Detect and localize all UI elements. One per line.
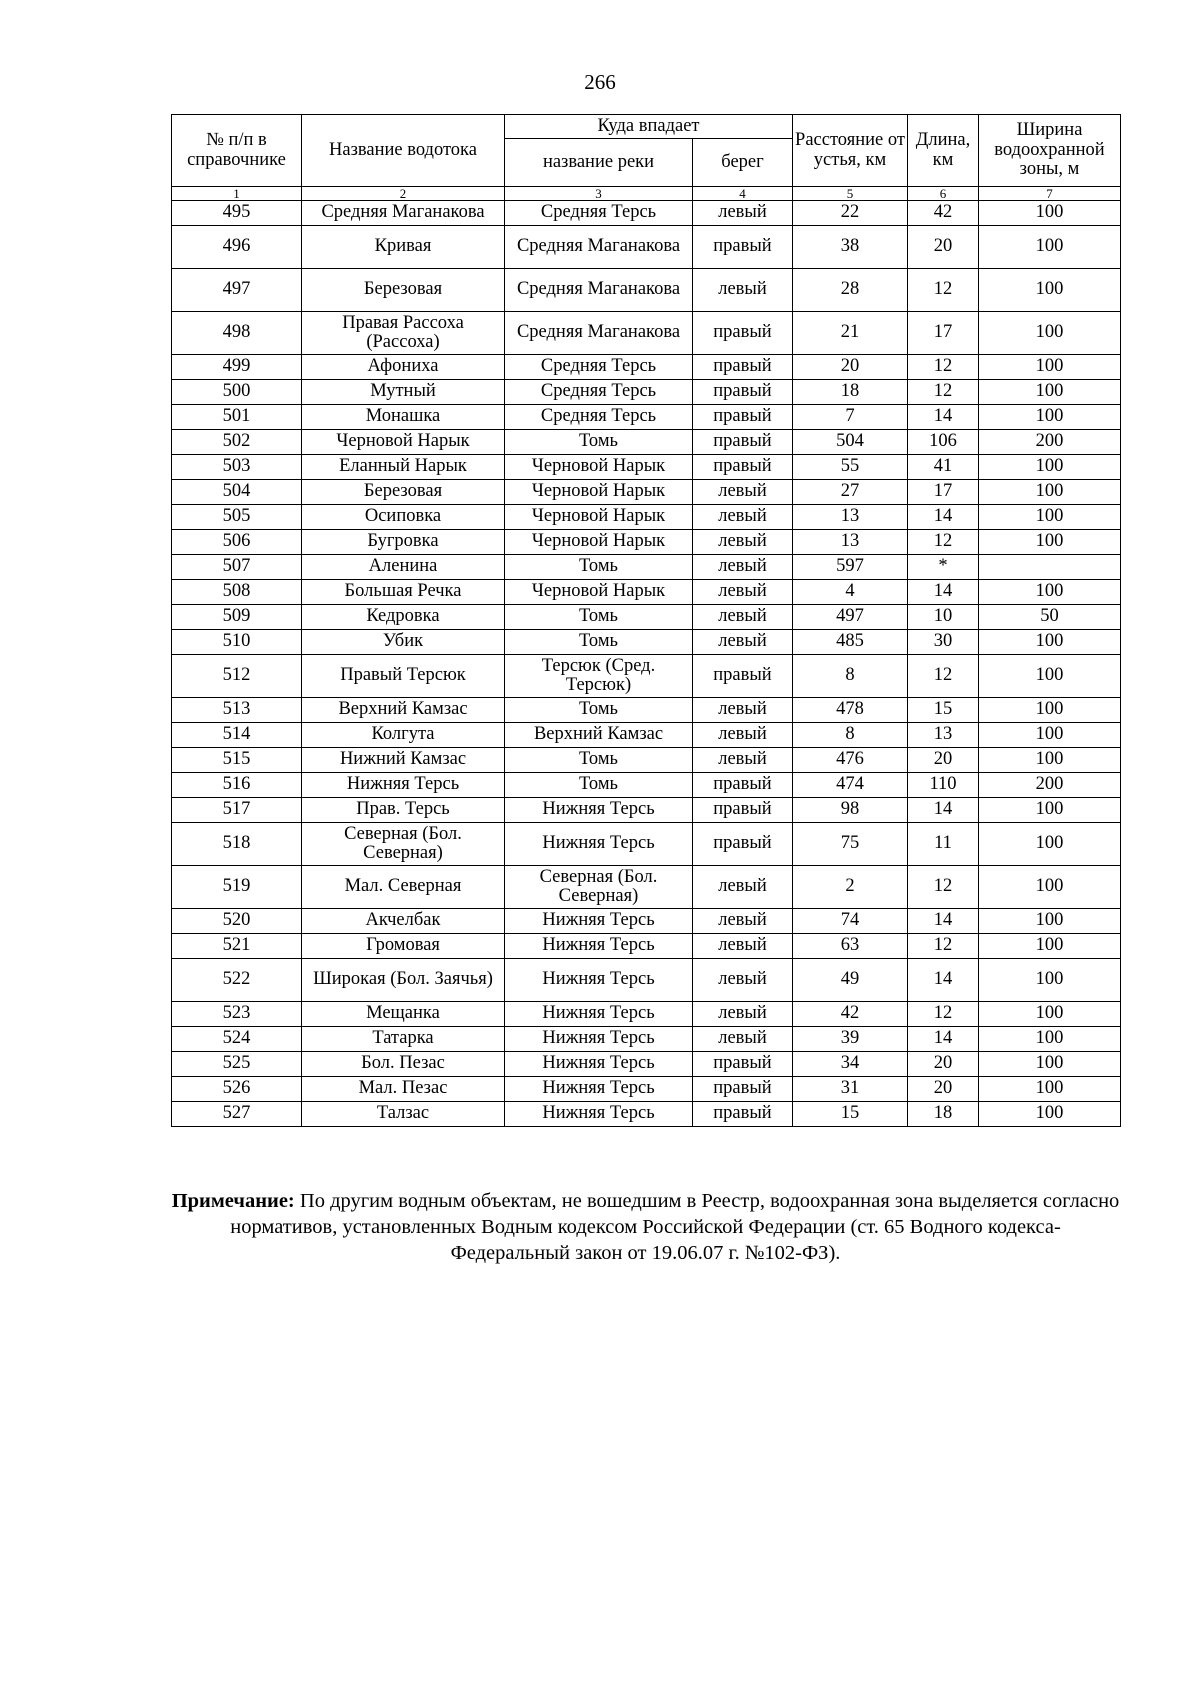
cell-name: Громовая <box>302 934 505 959</box>
cell-length: 12 <box>908 269 979 312</box>
cell-name: Акчелбак <box>302 909 505 934</box>
cell-distance: 38 <box>793 226 908 269</box>
cell-distance: 31 <box>793 1077 908 1102</box>
cell-width: 100 <box>979 866 1121 909</box>
cell-distance: 22 <box>793 201 908 226</box>
cell-river: Северная (Бол. Северная) <box>505 866 693 909</box>
cell-num: 525 <box>172 1052 302 1077</box>
cell-length: 14 <box>908 1027 979 1052</box>
cell-length: 17 <box>908 480 979 505</box>
table-row <box>172 723 1121 748</box>
cell-num: 509 <box>172 605 302 630</box>
cell-bank: левый <box>693 909 793 934</box>
cell-distance: 39 <box>793 1027 908 1052</box>
cell-length: 18 <box>908 1102 979 1127</box>
cell-num: 521 <box>172 934 302 959</box>
cell-length: 20 <box>908 226 979 269</box>
cell-length: 15 <box>908 698 979 723</box>
cell-distance: 21 <box>793 312 908 355</box>
cell-length: 106 <box>908 430 979 455</box>
header-river-name: название реки <box>505 139 693 187</box>
column-number: 3 <box>505 187 693 201</box>
cell-length: 12 <box>908 655 979 698</box>
cell-distance: 75 <box>793 823 908 866</box>
cell-length: 12 <box>908 355 979 380</box>
cell-width: 100 <box>979 505 1121 530</box>
cell-name: Правый Терсюк <box>302 655 505 698</box>
cell-width: 100 <box>979 580 1121 605</box>
cell-river: Томь <box>505 773 693 798</box>
cell-length: 14 <box>908 405 979 430</box>
cell-width: 100 <box>979 380 1121 405</box>
table-row <box>172 1077 1121 1102</box>
cell-num: 505 <box>172 505 302 530</box>
cell-river: Нижняя Терсь <box>505 1002 693 1027</box>
cell-bank: правый <box>693 1077 793 1102</box>
cell-river: Нижняя Терсь <box>505 1102 693 1127</box>
cell-name: Осиповка <box>302 505 505 530</box>
cell-name: Татарка <box>302 1027 505 1052</box>
cell-width: 100 <box>979 1052 1121 1077</box>
cell-name: Черновой Нарык <box>302 430 505 455</box>
cell-bank: правый <box>693 380 793 405</box>
cell-distance: 27 <box>793 480 908 505</box>
cell-length: 20 <box>908 1077 979 1102</box>
cell-bank: левый <box>693 698 793 723</box>
cell-length: 41 <box>908 455 979 480</box>
cell-num: 499 <box>172 355 302 380</box>
cell-distance: 2 <box>793 866 908 909</box>
cell-width: 100 <box>979 455 1121 480</box>
cell-distance: 28 <box>793 269 908 312</box>
table-row <box>172 380 1121 405</box>
cell-name: Правая Рассоха (Рассоха) <box>302 312 505 355</box>
cell-length: 14 <box>908 959 979 1002</box>
cell-distance: 55 <box>793 455 908 480</box>
cell-bank: левый <box>693 530 793 555</box>
cell-length: 12 <box>908 866 979 909</box>
cell-width: 100 <box>979 405 1121 430</box>
cell-bank: правый <box>693 655 793 698</box>
cell-width: 100 <box>979 269 1121 312</box>
cell-num: 506 <box>172 530 302 555</box>
cell-distance: 74 <box>793 909 908 934</box>
cell-river: Верхний Камзас <box>505 723 693 748</box>
table-row <box>172 455 1121 480</box>
column-number: 1 <box>172 187 302 201</box>
cell-distance: 13 <box>793 505 908 530</box>
note-label: Примечание: <box>171 1190 295 1212</box>
cell-num: 520 <box>172 909 302 934</box>
cell-length: 14 <box>908 909 979 934</box>
column-number: 7 <box>979 187 1121 201</box>
cell-num: 524 <box>172 1027 302 1052</box>
cell-length: 20 <box>908 1052 979 1077</box>
cell-width: 100 <box>979 698 1121 723</box>
cell-name: Талзас <box>302 1102 505 1127</box>
table-row <box>172 959 1121 1002</box>
cell-river: Томь <box>505 630 693 655</box>
table-row <box>172 405 1121 430</box>
cell-river: Нижняя Терсь <box>505 959 693 1002</box>
cell-length: 14 <box>908 505 979 530</box>
table-row <box>172 580 1121 605</box>
cell-num: 522 <box>172 959 302 1002</box>
cell-river: Нижняя Терсь <box>505 909 693 934</box>
cell-bank: левый <box>693 959 793 1002</box>
cell-distance: 13 <box>793 530 908 555</box>
table-row <box>172 823 1121 866</box>
cell-width: 100 <box>979 798 1121 823</box>
cell-bank: правый <box>693 1052 793 1077</box>
cell-name: Мутный <box>302 380 505 405</box>
cell-river: Нижняя Терсь <box>505 798 693 823</box>
page-number: 266 <box>584 70 616 94</box>
cell-length: 12 <box>908 1002 979 1027</box>
header-bank: берег <box>693 139 793 187</box>
cell-num: 519 <box>172 866 302 909</box>
table-row <box>172 312 1121 355</box>
column-number: 5 <box>793 187 908 201</box>
table-row <box>172 1027 1121 1052</box>
table-row <box>172 555 1121 580</box>
cell-river: Средняя Маганакова <box>505 312 693 355</box>
header-name: Название водотока <box>302 115 505 187</box>
cell-width: 100 <box>979 909 1121 934</box>
cell-num: 516 <box>172 773 302 798</box>
cell-river: Средняя Терсь <box>505 380 693 405</box>
cell-river: Средняя Терсь <box>505 355 693 380</box>
cell-num: 515 <box>172 748 302 773</box>
cell-bank: левый <box>693 934 793 959</box>
cell-bank: левый <box>693 866 793 909</box>
table-row <box>172 655 1121 698</box>
cell-river: Черновой Нарык <box>505 580 693 605</box>
cell-width: 100 <box>979 1002 1121 1027</box>
cell-river: Терсюк (Сред. Терсюк) <box>505 655 693 698</box>
cell-river: Нижняя Терсь <box>505 1027 693 1052</box>
table-row <box>172 748 1121 773</box>
cell-width: 100 <box>979 630 1121 655</box>
cell-name: Березовая <box>302 269 505 312</box>
cell-bank: правый <box>693 355 793 380</box>
cell-distance: 8 <box>793 723 908 748</box>
cell-name: Северная (Бол. Северная) <box>302 823 505 866</box>
cell-distance: 7 <box>793 405 908 430</box>
cell-width: 100 <box>979 480 1121 505</box>
table-row <box>172 866 1121 909</box>
cell-width: 200 <box>979 773 1121 798</box>
table-row <box>172 201 1121 226</box>
cell-name: Аленина <box>302 555 505 580</box>
cell-distance: 4 <box>793 580 908 605</box>
table-row <box>172 480 1121 505</box>
cell-length: 17 <box>908 312 979 355</box>
column-number: 4 <box>693 187 793 201</box>
cell-bank: правый <box>693 798 793 823</box>
cell-length: 12 <box>908 530 979 555</box>
cell-num: 514 <box>172 723 302 748</box>
cell-num: 527 <box>172 1102 302 1127</box>
cell-width: 100 <box>979 312 1121 355</box>
cell-num: 508 <box>172 580 302 605</box>
cell-length: 12 <box>908 380 979 405</box>
cell-bank: левый <box>693 748 793 773</box>
cell-bank: левый <box>693 630 793 655</box>
cell-distance: 597 <box>793 555 908 580</box>
note-text: По другим водным объектам, не вошедшим в Реестр, водоохранная зона выделяется согласно нормативов, установленных Водным кодексом Российской Федерации (ст. 65 Водного кодекса-Федеральный закон от 19.06.07 г. №102-ФЗ). <box>230 1190 1120 1264</box>
cell-river: Средняя Маганакова <box>505 226 693 269</box>
header-flows-into: Куда впадает <box>505 115 793 139</box>
cell-num: 518 <box>172 823 302 866</box>
cell-river: Черновой Нарык <box>505 480 693 505</box>
cell-num: 495 <box>172 201 302 226</box>
cell-name: Нижняя Терсь <box>302 773 505 798</box>
cell-bank: левый <box>693 555 793 580</box>
cell-name: Нижний Камзас <box>302 748 505 773</box>
cell-bank: левый <box>693 480 793 505</box>
cell-river: Черновой Нарык <box>505 455 693 480</box>
cell-bank: правый <box>693 823 793 866</box>
table-row <box>172 698 1121 723</box>
cell-name: Афониха <box>302 355 505 380</box>
cell-name: Убик <box>302 630 505 655</box>
cell-length: 14 <box>908 580 979 605</box>
cell-distance: 504 <box>793 430 908 455</box>
cell-num: 497 <box>172 269 302 312</box>
cell-width: 100 <box>979 959 1121 1002</box>
cell-length: * <box>908 555 979 580</box>
cell-river: Томь <box>505 430 693 455</box>
header-zone-width: Ширина водоохранной зоны, м <box>979 115 1121 187</box>
cell-distance: 98 <box>793 798 908 823</box>
cell-num: 498 <box>172 312 302 355</box>
table-row <box>172 605 1121 630</box>
cell-width <box>979 555 1121 580</box>
cell-bank: левый <box>693 580 793 605</box>
table-row <box>172 355 1121 380</box>
cell-river: Томь <box>505 748 693 773</box>
cell-length: 12 <box>908 934 979 959</box>
cell-length: 11 <box>908 823 979 866</box>
table-row <box>172 269 1121 312</box>
cell-num: 502 <box>172 430 302 455</box>
cell-distance: 42 <box>793 1002 908 1027</box>
water-registry-table <box>171 114 1121 1127</box>
table-row <box>172 1102 1121 1127</box>
cell-distance: 476 <box>793 748 908 773</box>
cell-name: Березовая <box>302 480 505 505</box>
cell-width: 100 <box>979 655 1121 698</box>
table-row <box>172 909 1121 934</box>
cell-width: 50 <box>979 605 1121 630</box>
cell-name: Бугровка <box>302 530 505 555</box>
cell-width: 100 <box>979 1027 1121 1052</box>
cell-distance: 18 <box>793 380 908 405</box>
cell-distance: 8 <box>793 655 908 698</box>
cell-num: 496 <box>172 226 302 269</box>
table-row <box>172 630 1121 655</box>
header-num: № п/п в справочнике <box>172 115 302 187</box>
cell-num: 517 <box>172 798 302 823</box>
cell-distance: 15 <box>793 1102 908 1127</box>
cell-name: Бол. Пезас <box>302 1052 505 1077</box>
cell-width: 100 <box>979 823 1121 866</box>
header-distance: Расстояние от устья, км <box>793 115 908 187</box>
note <box>171 1188 1120 1266</box>
table-row <box>172 505 1121 530</box>
table-row <box>172 773 1121 798</box>
cell-bank: левый <box>693 201 793 226</box>
cell-width: 100 <box>979 201 1121 226</box>
cell-length: 30 <box>908 630 979 655</box>
table-row <box>172 798 1121 823</box>
cell-num: 503 <box>172 455 302 480</box>
cell-river: Черновой Нарык <box>505 505 693 530</box>
cell-bank: левый <box>693 723 793 748</box>
cell-num: 510 <box>172 630 302 655</box>
cell-distance: 497 <box>793 605 908 630</box>
cell-river: Средняя Терсь <box>505 201 693 226</box>
table-row <box>172 226 1121 269</box>
cell-name: Мал. Северная <box>302 866 505 909</box>
cell-bank: правый <box>693 430 793 455</box>
cell-river: Томь <box>505 698 693 723</box>
cell-name: Мещанка <box>302 1002 505 1027</box>
cell-river: Средняя Маганакова <box>505 269 693 312</box>
cell-bank: левый <box>693 605 793 630</box>
cell-name: Монашка <box>302 405 505 430</box>
table-row <box>172 1002 1121 1027</box>
cell-name: Большая Речка <box>302 580 505 605</box>
cell-distance: 20 <box>793 355 908 380</box>
cell-bank: левый <box>693 1027 793 1052</box>
cell-width: 100 <box>979 934 1121 959</box>
cell-river: Томь <box>505 555 693 580</box>
cell-river: Нижняя Терсь <box>505 1052 693 1077</box>
cell-num: 500 <box>172 380 302 405</box>
cell-name: Мал. Пезас <box>302 1077 505 1102</box>
cell-bank: левый <box>693 505 793 530</box>
table-row <box>172 1052 1121 1077</box>
table-row <box>172 430 1121 455</box>
column-number: 2 <box>302 187 505 201</box>
cell-width: 100 <box>979 355 1121 380</box>
cell-name: Кривая <box>302 226 505 269</box>
header-length: Длина, км <box>908 115 979 187</box>
cell-bank: правый <box>693 773 793 798</box>
cell-river: Нижняя Терсь <box>505 1077 693 1102</box>
column-number: 6 <box>908 187 979 201</box>
cell-num: 507 <box>172 555 302 580</box>
cell-width: 100 <box>979 748 1121 773</box>
cell-width: 100 <box>979 1102 1121 1127</box>
cell-num: 526 <box>172 1077 302 1102</box>
cell-width: 100 <box>979 723 1121 748</box>
cell-distance: 478 <box>793 698 908 723</box>
cell-width: 100 <box>979 1077 1121 1102</box>
cell-name: Средняя Маганакова <box>302 201 505 226</box>
cell-num: 512 <box>172 655 302 698</box>
cell-num: 504 <box>172 480 302 505</box>
cell-river: Нижняя Терсь <box>505 934 693 959</box>
cell-length: 14 <box>908 798 979 823</box>
cell-length: 42 <box>908 201 979 226</box>
table-body <box>172 201 1121 1127</box>
cell-name: Кедровка <box>302 605 505 630</box>
cell-name: Еланный Нарык <box>302 455 505 480</box>
cell-name: Прав. Терсь <box>302 798 505 823</box>
cell-width: 100 <box>979 226 1121 269</box>
cell-distance: 49 <box>793 959 908 1002</box>
cell-name: Верхний Камзас <box>302 698 505 723</box>
cell-distance: 485 <box>793 630 908 655</box>
cell-river: Черновой Нарык <box>505 530 693 555</box>
cell-bank: правый <box>693 312 793 355</box>
cell-bank: правый <box>693 455 793 480</box>
cell-distance: 34 <box>793 1052 908 1077</box>
table-row <box>172 530 1121 555</box>
cell-river: Средняя Терсь <box>505 405 693 430</box>
cell-length: 110 <box>908 773 979 798</box>
cell-bank: левый <box>693 269 793 312</box>
cell-num: 513 <box>172 698 302 723</box>
cell-length: 13 <box>908 723 979 748</box>
cell-distance: 63 <box>793 934 908 959</box>
cell-width: 200 <box>979 430 1121 455</box>
cell-name: Колгута <box>302 723 505 748</box>
cell-river: Томь <box>505 605 693 630</box>
table-row <box>172 934 1121 959</box>
cell-bank: правый <box>693 405 793 430</box>
cell-num: 501 <box>172 405 302 430</box>
cell-num: 523 <box>172 1002 302 1027</box>
cell-width: 100 <box>979 530 1121 555</box>
cell-bank: правый <box>693 1102 793 1127</box>
cell-river: Нижняя Терсь <box>505 823 693 866</box>
cell-bank: правый <box>693 226 793 269</box>
cell-length: 20 <box>908 748 979 773</box>
cell-length: 10 <box>908 605 979 630</box>
cell-distance: 474 <box>793 773 908 798</box>
column-numbers-row <box>172 187 1121 201</box>
cell-name: Широкая (Бол. Заячья) <box>302 959 505 1002</box>
cell-bank: левый <box>693 1002 793 1027</box>
